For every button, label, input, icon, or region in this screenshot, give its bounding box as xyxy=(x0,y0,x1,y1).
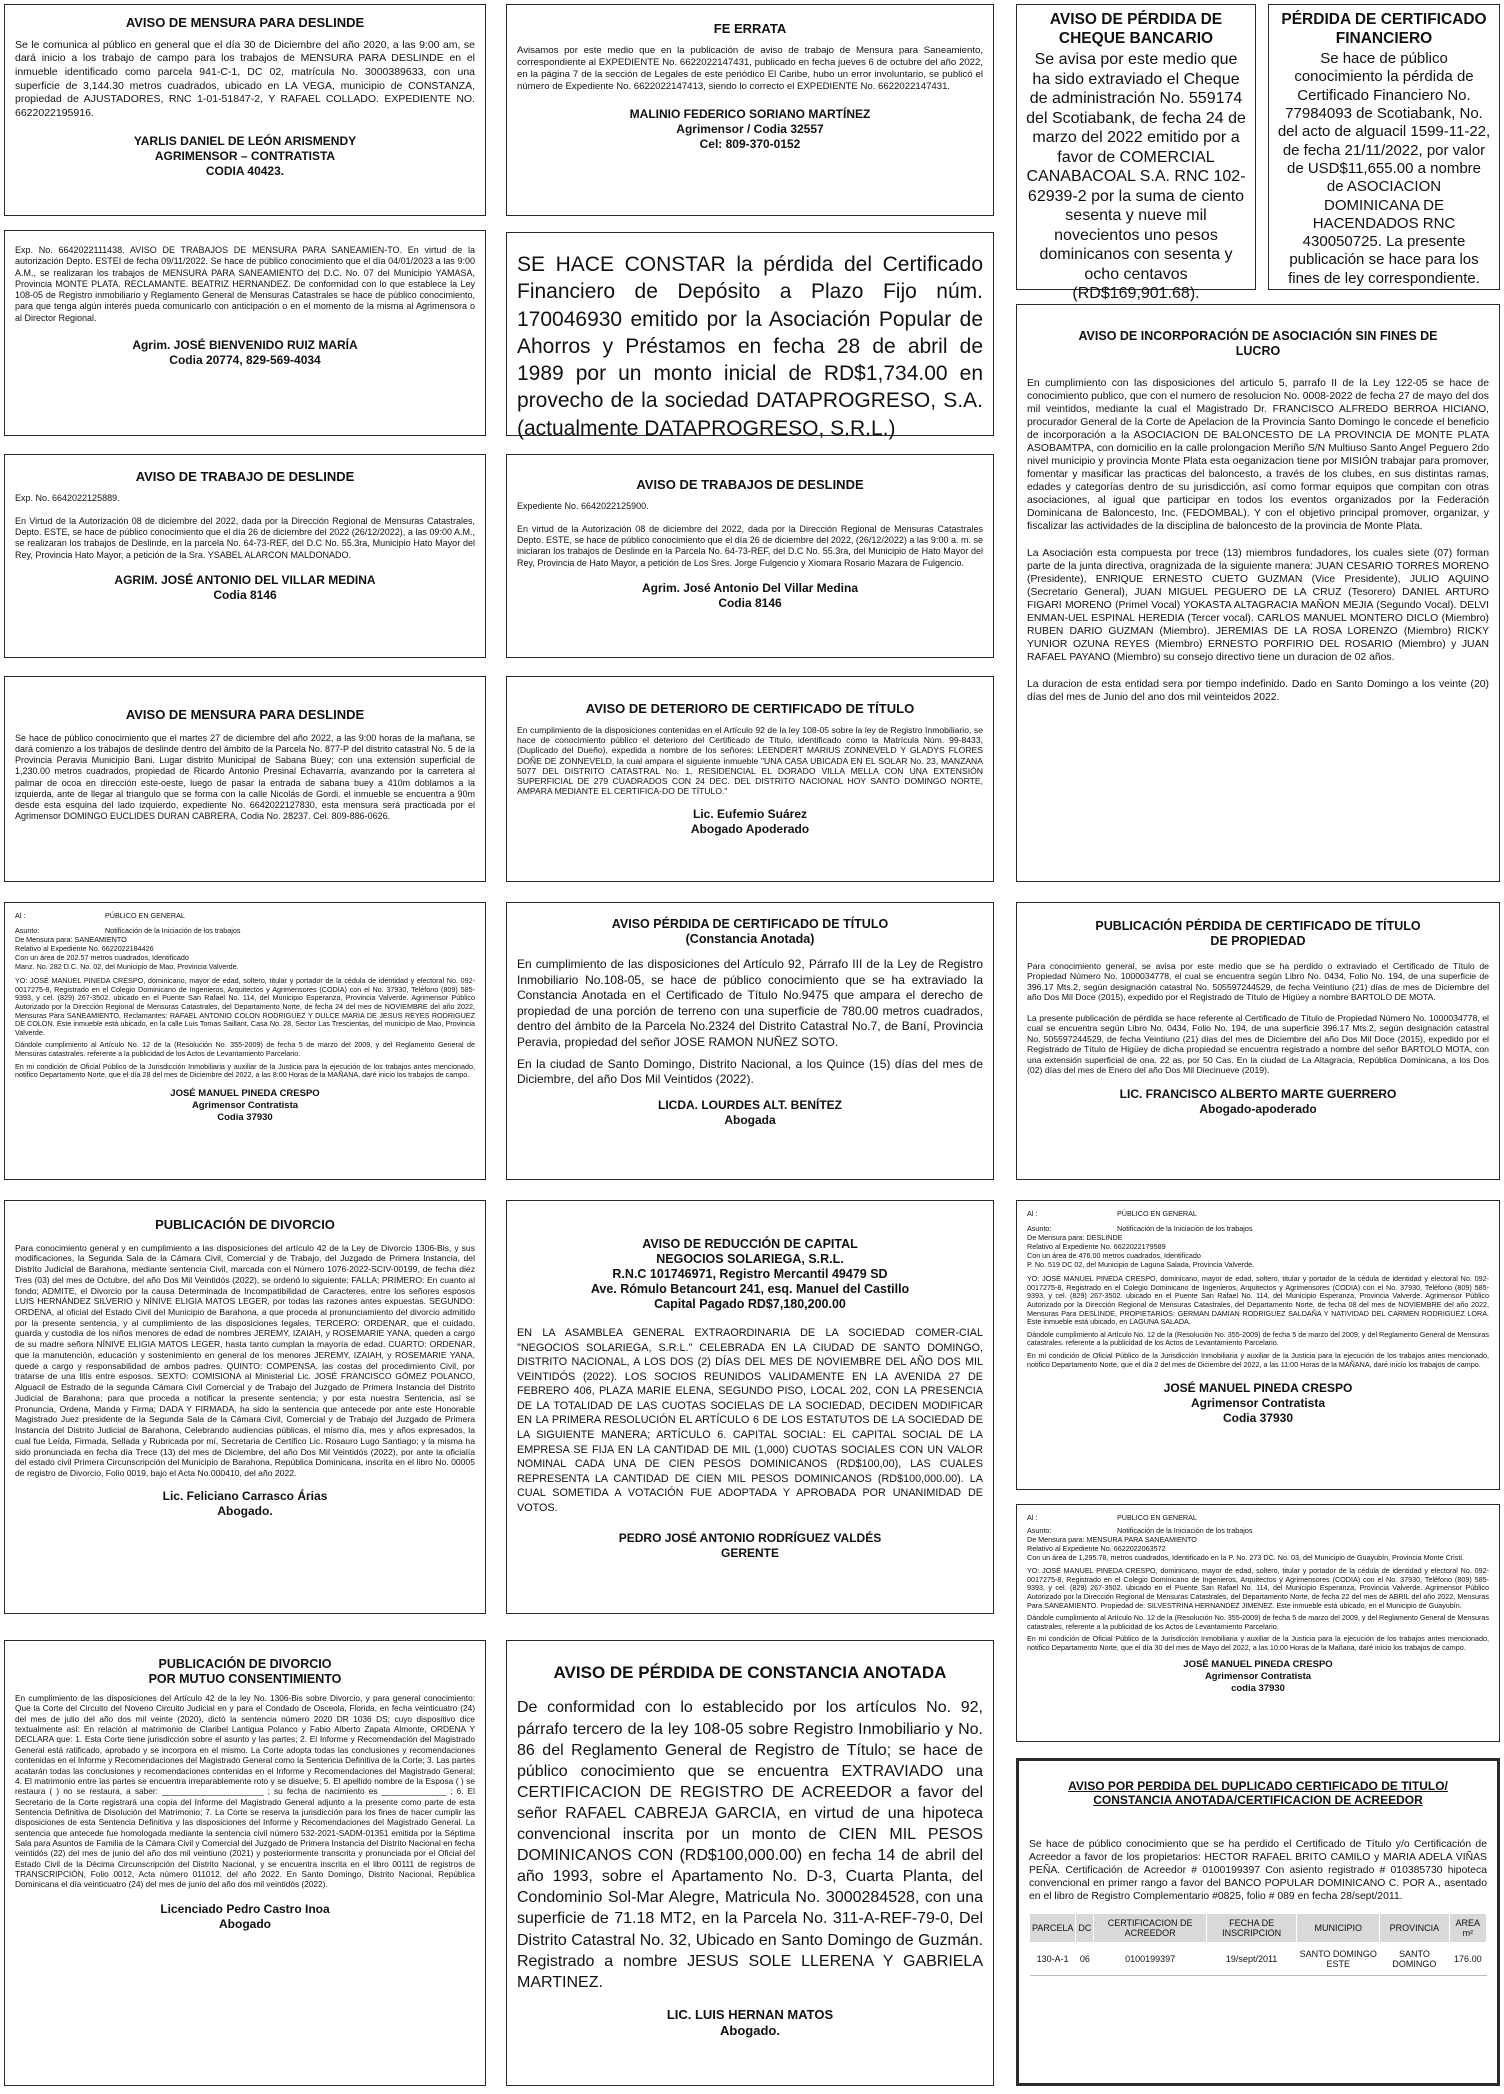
notice-body: En mi condición de Oficial Público de la Jurisdicción Inmobiliaria y auxiliar de la Justicia para la ejecución de los trabajos antes mencionado, notifico Departamento Norte, que el día 28 del mes de Diciembre del 2022, a las 8:00 Horas de la MAÑANA, daré inicio los trabajos de campo. xyxy=(15,1061,475,1080)
signature-phone: Cel: 809-370-0152 xyxy=(699,136,801,151)
notice-title: AVISO DE MENSURA PARA DESLINDE xyxy=(125,15,365,30)
addressee-row: Al : PUBLICO EN GENERAL xyxy=(1027,1513,1197,1522)
notice-perdida-titulo-propiedad xyxy=(1016,902,1500,1180)
notice-perdida-cheque xyxy=(1016,4,1256,303)
signature-name: JOSÉ MANUEL PINEDA CRESPO xyxy=(170,1088,320,1100)
subject-row: Asunto: Notificación de la Iniciación de los trabajos xyxy=(15,926,241,935)
notice-title: AVISO POR PERDIDA DEL DUPLICADO CERTIFICADO DE TITULO/ xyxy=(1068,1779,1448,1793)
signature-codia: Codia 20774, 829-569-4034 xyxy=(169,352,321,367)
notice-certificado-dataprogreso xyxy=(506,232,994,440)
notice-body: Dándole cumplimiento al Artículo No. 12 de la (Resolución No. 355-2009) de fecha 5 de marzo del 2009, y del Reglamento General de Mensuras catastrales. referente a la publicidad de los Actos de Levantamiento Parcelario. xyxy=(15,1040,475,1059)
signature-role: Abogado xyxy=(219,1916,271,1931)
notice-title: AVISO DE TRABAJOS DE DESLINDE xyxy=(636,477,864,492)
signature-codia: Codia 37930 xyxy=(1222,1411,1294,1426)
notice-body: Se hace de público conocimiento que el martes 27 de diciembre del año 2022, a las 9:00 horas de la mañana, se dará comienzo a los trabajos de deslinde dentro del ámbito de la Parcela No. 877-P del distrito catastral No. 5 de la Provincia Peravia Municipio Bani. Lugar distrito Municipal de Sabana Buey; con una extensión superficial de 1,230.00 metros cuadrados, propiedad de Ricardo Antonio Presinal Echavarría, avanzando por la carretera al palmar de ocoa en dirección este-oeste, luego de pasar la entrada de sabana buey a 410m doblamos a la izquierda, ante de llegar al triangulo que se forma con la calle Nicolás de Gordi. el inmueble se encuentra a 90m desde esta esquina del lado izquierdo, expediente No. 6642022127830, esta mensura será practicada por el Agrimensor DOMINGO EUCLIDES DURAN CABRERA, Codia No. 28237. Cel. 809-886-0626. xyxy=(15,732,475,822)
detail-line: De Mensura para: SANEAMIENTO xyxy=(15,935,127,944)
column-header: DC xyxy=(1076,1913,1094,1942)
table-cell: 176.00 xyxy=(1449,1942,1486,1975)
notice-expediente: Expediente No. 6642022125900. xyxy=(517,500,649,511)
notice-body: La Asociación esta compuesta por trece (13) miembros fundadores, los cuales siete (07) forman parte de la junta directiva, oragnizada de la siguiente manera: JUAN CESARIO TORRES MORENO (Presidente), ENRIQUE ERNESTO CUETO GUZMAN (Vice Presidente), JULIO AQUINO (Secretario General), JUAN MIGUEL PEGUERO DE LA CRUZ (Tesorero) DANIEL ARTURO FIGARI MORENO (Primel Vocal) YOKASTA ALTAGRACIA MAÑON MEJIA (Segundo Vocal). DELVI ENMAN-UEL ESPINAL HEREDIA (Tercer vocal). CARLOS MANUEL MONTERO DICLO (Miembro) RUBEN DARIO GUZMAN (Miembro). JEREMIAS DE LA ROSA LORENZO (Miembro) RICKY YUNIOR OZUNA REYES (Miembro) ERNESTO PORFIRIO DEL ROSARIO (Miembro) y JUAN RAFAEL PAYANO (Miembro) su consejo directivo tiene un duracion de 02 años. xyxy=(1027,548,1489,663)
notice-body: En mi condición de Oficial Público de la Jurisdicción Inmobiliaria y auxiliar de la Justicia para la ejecución de los trabajos antes mencionado, notifico Departamento Norte, que el día 30 del mes de Mayo del 2022, a las 10:00 Horas de la Mañana, daré inicio los trabajos de campo. xyxy=(1027,1634,1489,1653)
table-cell: 130-A-1 xyxy=(1030,1942,1076,1975)
notice-body: En mi condición de Oficial Público de la Jurisdicción Inmobiliaria y auxiliar de la Justicia para la ejecución de los trabajos antes mencionado, notifico Departamento Norte, que el día 2 del mes de Diciembre del 2022, a las 11:00 Horas de la MAÑANA, daré inicio los trabajos de campo. xyxy=(1027,1351,1489,1369)
signature-name: Lic. Eufemio Suárez xyxy=(692,806,808,821)
notice-fe-errata xyxy=(506,4,994,216)
signature-role: Agrimensor Contratista xyxy=(1190,1396,1326,1411)
table-row xyxy=(1030,1942,1487,1975)
detail-line: Relativo al Expediente No. 6622022063572 xyxy=(1027,1544,1166,1553)
notice-title: AVISO DE TRABAJO DE DESLINDE xyxy=(135,469,355,484)
table-header-row xyxy=(1030,1913,1487,1942)
signature-role: Abogado Apoderado xyxy=(690,821,810,836)
detail-line: Con un área de 1,295.78, metros cuadrados, Identificado en la P. No. 273 DC. No. 03, del Municipio de Guayubín, Provincia Monte Cristi. xyxy=(1027,1553,1464,1562)
detail-line: Relativo al Expediente No. 6622022179589 xyxy=(1027,1242,1166,1251)
signature-name: Agrim. José Antonio Del Villar Medina xyxy=(641,580,859,595)
notice-subtitle: (Constancia Anotada) xyxy=(685,932,815,946)
notice-title: AVISO DE REDUCCIÓN DE CAPITAL xyxy=(642,1237,858,1251)
signature-role: Abogado-apoderado xyxy=(1199,1102,1317,1117)
notice-title: PUBLICACIÓN DE DIVORCIO xyxy=(155,1217,335,1232)
signature-name: JOSÉ MANUEL PINEDA CRESPO xyxy=(1163,1381,1353,1396)
notice-mensura-deslinde-bani xyxy=(4,676,486,882)
company-rnc: R.N.C 101746971, Registro Mercantil 49479 SD xyxy=(612,1267,888,1281)
notice-body: En la ciudad de Santo Domingo, Distrito Nacional, a los Quince (15) días del mes de Diciembre, del año Dos Mil Veintidos (2022). xyxy=(517,1056,983,1087)
notice-expediente: Exp. No. 6642022125889. xyxy=(15,492,120,503)
notice-body: La duracion de esta entidad sera por tiempo indefinido. Dado en Santo Domingo a los veinte (20) días del mes de Junio del ano dos mil veinteidos 2022. xyxy=(1027,679,1489,703)
notice-perdida-constancia-anotada xyxy=(506,1640,994,2086)
column-header: CERTIFICACION DE ACREEDOR xyxy=(1094,1913,1207,1942)
notice-mensura-deslinde-1 xyxy=(4,4,486,216)
notice-title: PUBLICACIÓN DE DIVORCIO xyxy=(158,1657,332,1671)
property-table xyxy=(1029,1913,1487,1976)
signature-role: Abogado. xyxy=(720,2023,780,2039)
signature-name: LIC. LUIS HERNAN MATOS xyxy=(666,2006,834,2022)
notice-body: En virtud de la Autorización 08 de diciembre del 2022, dada por la Dirección Regional de Mensuras Catastrales Depto. ESTE, se hace de público conocimiento que el día 26 de diciembre del 2022, (26/12/2022) a las 9:00 a. m. se iniciaran los trabajos de Deslinde en la Parcela No. 64-73-REF, del D.C No. 55.3ra, del Municipio de Hato Mayor del Rey, Provincia de Hato Mayor, a petición de Los Sres. Jorge Fulgencio y Xiomara Rosario Mazara de Fulgencio. xyxy=(517,523,983,568)
notice-divorcio-mutuo xyxy=(4,1640,486,2086)
notice-body: YO: JOSÉ MANUEL PINEDA CRESPO, dominicano, mayor de edad, soltero, titular y portador de la cédula de identidad y electoral No. 092-0017275-8, Registrado en el Colegio Dominicano de Ingenieros, Arquitectos y Agrimensores (CODIA) con el No. 37930, Teléfono (809) 585-9393, y cel. (829) 267-3502. ubicado en el Puente San Rafael No. 114, del Municipio Esperanza, Provincia Valverde. Agrimensor Público Autorizado por la Dirección Regional de Mensuras Catastrales, del Departamento Norte, de fecha 22 del mes de ABRIL del año 2022, Mensuras Para SANEAMIENTO. Propiedad de: SILVESTRINA HERNANDEZ JIMENEZ. Este inmueble está ubicado, en el Municipio de Guayubín. xyxy=(1027,1566,1489,1610)
signature-codia: codia 37930 xyxy=(1231,1682,1285,1694)
notice-body: En cumplimiento con las disposiciones del articulo 5, parrafo II de la Ley 122-05 se hace de conocimiento publico, que con el numero de resolucion No. 0008-2022 de fecha 27 de mayo del dos mil veintidos, mediante la cual el Magistrado Dr. FRANCISCO ALFREDO BERROA HICIANO, procurador General de la Corte de Apelacion de la Provincia Santo Domingo le concede el beneficio de incorporación a la ASOCIACION DE BALONCESTO DE LA PROVINCIA DE MONTE PLATA ASOBAMTPA, con domicilio en la calle prolongacion Meriño S/N Multiuso Santo Angel Peguero 2do nivel municipio y provincia Monte Plata esta oeganizacion tiene por MISIÓN trabajar para promover, fomentar y masificar las practicas del baloncesto, a través de los clubes, en sus distintas ramas, edades y categorías dentro de su jurisdicción, así como formar equipos que compitan con otras asociaciones, al igual que participar en todos los eventos organizados por la Federación Dominicana de Baloncesto, Inc. (FEDOMBAL). Y con el objetivo principal promover, organizar, y fiscalizar las actividades de la disciplina de baloncesto de la provincia de Monte Plata. xyxy=(1027,378,1489,532)
notice-body: En cumplimiento de las disposiciones del Artículo 42 de la ley No. 1306-Bis sobre Divorcio, y para general conocimiento: Que la Corte del Circuito del Noveno Circuito Judicial en y para el Condado de Osceola, Florida, en fecha veinticuatro (24) del mes de julio del año dos mil veinte (2020), dictó la sentencia número 2020 DR 1036 DS; cuyo dispositivo dice textualmente así: En relación al matrimonio de Claribel Lantigua Polanco y Fabio Alberto Zapata Almonte, ORDENA Y DECLARA que: 1. Esta Corte tiene jurisdicción sobre el asunto y las partes; 2. El Informe y Recomendación del Magistrado General está ratificado, aprobado y se incorpora en el mismo. La Corte adopta todas las conclusiones y recomendaciones contenidas en el Informe y Recomendaciones del Magistrado General como la Sentencia Definitiva de la Corte; 3. Las partes acatarán todas las conclusiones y recomendaciones contenidas en el Informe y Recomendaciones del Magistrado General; 4. El matrimonio entre las partes se encuentra irreparablemente roto y se disuelve; 5. El apellido nombre de la Esposa ( ) se restaura ( ) no se restaura, a saber: ______________________ ; su fecha de nacimiento es ______________ ; 6. El Secretario de la Corte registrará una copia del Informe del Magistrado General adjunto a la presente como parte de esta Sentencia Definitiva de Disolución del Matrimonio; 7. La Corte se reserva la jurisdicción para los fines de hacer cumplir las disposiciones de esta Sentencia Definitiva y las disposiciones del Informe y Recomendaciones del Magistrado General. La sentencia que antecede fue homologada mediante la sentencia civil número 532-2021-SADM-01351 emitida por la Séptima Sala para Asuntos de Familia de la Cámara Civil y Comercial del Juzgado de Primera Instancia del Distrito Nacional en fecha veintidós (22) del mes de junio del año dos mil veintiuno (2021) y posteriormente transcrita y pronunciada por el Oficial del Estado Civil de la Décima Circunscripción del Distrito Nacional, y se encuentra inscrita en el libro 00111 de registros de TRANSCRIPCIÓN, Folio 0012, Acta número 011012, del año 2022. En Santo Domingo, Distrito Nacional, República Dominicana el día veinticuatro (24) del mes de junio del año dos mil veintidós (2022). xyxy=(15,1693,475,1890)
detail-line: P. No. 519 DC 02, del Municipio de Laguna Salada, Provincia Valverde. xyxy=(1027,1260,1255,1269)
detail-line: De Mensura para: DESLINDE xyxy=(1027,1233,1123,1242)
notice-title: AVISO PÉRDIDA DE CERTIFICADO DE TÍTULO xyxy=(611,917,889,931)
signature-name: LIC. FRANCISCO ALBERTO MARTE GUERRERO xyxy=(1119,1087,1397,1102)
notice-incorporacion-asociacion xyxy=(1016,304,1500,882)
subject-row: Asunto: Notificación de la Iniciación de los trabajos xyxy=(1027,1526,1253,1535)
signature-codia: CODIA 40423. xyxy=(205,164,285,179)
notice-body: Para conocimiento general, se avisa por este medio que se ha perdido o extraviado el Certificado de Título de Propiedad Número No. 1000034778, el cual se encuentra según Libro No. 0434, Folio No. 194, de una superficie de 396.17 Mts.2, según designación catastral No. 505597244529, de fecha Veintiuno (21) días de mes de Diciembre del año Dos Mil Doce (2015), expedido por el Registrado de Título de Higüey a nombre BARTOLO DE MOTA. xyxy=(1027,961,1489,1003)
notice-body: Se hace de público conocimiento la pérdida de Certificado Financiero No. 77984093 de Scotiabank, No. del acto de alguacil 1599-11-22, de fecha 21/11/2022, por valor de USD$11,655.00 a nombre de ASOCIACION DOMINICANA DE HACENDADOS RNC 430050725. La presente publicación se hace para los fines de ley correspondiente. xyxy=(1277,50,1491,287)
detail-line: Con un área de 476.00 metros cuadrados, Identificado xyxy=(1027,1251,1201,1260)
notice-saneamiento-guayubin xyxy=(1016,1504,1500,1742)
signature-name: AGRIM. JOSÉ ANTONIO DEL VILLAR MEDINA xyxy=(114,572,376,587)
signature-codia: Codia 37930 xyxy=(217,1111,273,1123)
notice-reduccion-capital xyxy=(506,1200,994,1614)
notice-perdida-constancia-bani xyxy=(506,902,994,1180)
column-header: PROVINCIA xyxy=(1380,1913,1449,1942)
notice-deslinde-laguna-salada xyxy=(1016,1200,1500,1490)
signature-role: Agrimensor Contratista xyxy=(191,1099,299,1111)
notice-body: En cumplimiento de las disposiciones del Artículo 92, Párrafo III de la Ley de Registro Inmobiliario No.108-05, se hace de público conocimiento que se ha extraviado la Constancia Anotada en el Certificado de Título No.9475 que ampara el derecho de propiedad de una porción de terreno con una superficie de 780.00 metros cuadrados, dentro del ámbito de la Parcela No.2324 del Distrito Catastral No.7, de Baní, Provincia Peravia, propiedad del señor JOSE RAMON NUÑEZ SOTO. xyxy=(517,957,983,1049)
signature-name: MALINIO FEDERICO SORIANO MARTÍNEZ xyxy=(629,106,871,121)
addressee-row: Al : PÚBLICO EN GENERAL xyxy=(15,911,185,920)
detail-line: Relativo al Expediente No. 6622022184426 xyxy=(15,944,154,953)
signature-role: AGRIMENSOR – CONTRATISTA xyxy=(154,149,336,164)
detail-line: De Mensura para: MENSURA PARA SANEAMIENTO xyxy=(1027,1535,1197,1544)
table-cell: SANTO DOMINGO ESTE xyxy=(1297,1942,1380,1975)
notice-body: Para conocimiento general y en cumplimiento a las disposiciones del artículo 42 de la Ley de Divorcio 1306-Bis, y sus modificaciones, la Segunda Sala de la Cámara Civil, Comercial y de Trabajo, del Juzgado de Primera Instancia, del Distrito Judicial de Barahona, mediante sentencia Civil, marcada con el Número 1076-2022-SCIV-00199, de fecha diez Tres (03) del mes de Octubre, del año Dos Mil Veintidós (2022), se ordenó lo siguiente: FALLA; PRIMERO: En cuanto al fondo; ADMITE, el Divorcio por la causa Determinada de Incompatibilidad de Caracteres, entre los señores esposos LUIS HERNÁNDEZ SILVERIO y NÍNIVE ELIGIA MATOS LEGER, por todas las razones antes expuestas. SEGUNDO: ORDENA, al oficial del Estado Civil del Municipio de Barahona, a que proceda al pronunciamiento del divorcio admitido por la presente sentencia, y al cumplimiento de las disposiciones legales, TERCERO: ORDENAR, que el cuidado, guarda y custodia de los niños menores de edad de nombres JEREMY, IZAIAH, y ROSEMARIE YANA, queden a cargo de su madre señora NÍNIVE ELIGIA MATOS LEGER, hasta tanto cumplan la mayoría de edad. CUARTO: ORDENAR, que la manutención, educación y sostenimiento en general de los menores JEREMY, IZAIAH, y ROSEMARIE YANA, quede a cargo y responsabilidad de ambos padres. QUINTO: COMPENSA, las costas del procedimiento Civil, por tratarse de una litis entre esposos. SEXTO: COMISIONA al Ministerial Lic. JOSÉ FRANCISCO GÓMEZ POLANCO, Alguacil de Estrado de la segunda Cámara Civil Comercial y de Trabajo del Juzgado de Primera Instancia del Distrito Judicial de Barahona; para que proceda a notificar la presente sentencia; y por esta nuestra Sentencia, así se Pronuncia, Ordena, Manda y Firma; DADA Y FIRMADA, ha sido la sentencia que antecede por ante este Honorable Magistrado Juez presidente de la Segunda Sala de la Cámara Civil, Comercial y de Trabajo del Juzgado de Primera Instancia del Distrito Judicial de Barahona, Celebrando audiencias públicas, el mismo día, mes y años expresados, la cual fue Leída, Firmada, Sellada y Rubricada por mí, Secretaria de Certifico Lic. Rosauro Lugo Santiago; y la misma ha sido pronunciada en fecha día Trece (13) del mes de Diciembre, del año Dos Mil Veintidós (2022), por ante la oficialía del estado civil Primera Circunscripción del Municipio de Barahona, República Dominicana, inscrita en el libro No. 00005 de registro de Divorcio, Folio 0019, bajo el Acta No.000410, del año 2022. xyxy=(15,1242,475,1479)
detail-line: Manz. No. 282 D.C. No. 02, del Municipio de Mao, Provincia Valverde. xyxy=(15,962,239,971)
company-name: NEGOCIOS SOLARIEGA, S.R.L. xyxy=(656,1252,844,1266)
signature-role: GERENTE xyxy=(720,1546,779,1561)
notice-trabajos-deslinde xyxy=(506,454,994,658)
notice-subtitle: CONSTANCIA ANOTADA/CERTIFICACION DE ACREEDOR xyxy=(1093,1793,1423,1808)
notice-title: PÉRDIDA DE CERTIFICADO FINANCIERO xyxy=(1281,11,1487,47)
notice-body: SE HACE CONSTAR la pérdida del Certificado Financiero de Depósito a Plazo Fijo núm. 170046930 emitido por la Asociación Popular de Ahorros y Préstamos en fecha 28 de abril de 1989 por un monto inicial de RD$1,734.00 en provecho de la sociedad DATAPROGRESO, S.A. (actualmente DATAPROGRESO, S.R.L.) xyxy=(517,253,983,440)
notice-title: FE ERRATA xyxy=(713,21,787,36)
company-address: Ave. Rómulo Betancourt 241, esq. Manuel del Castillo xyxy=(590,1282,910,1296)
signature-role: Agrimensor Contratista xyxy=(1204,1670,1312,1682)
notice-perdida-duplicado-certificado xyxy=(1016,1758,1500,2086)
notice-saneamiento-mao xyxy=(4,902,486,1180)
notice-title: AVISO DE DETERIORO DE CERTIFICADO DE TÍTULO xyxy=(585,701,915,716)
subject-row: Asunto: Notificación de la Iniciación de los trabajos xyxy=(1027,1224,1253,1233)
notice-title: AVISO DE PÉRDIDA DE CHEQUE BANCARIO xyxy=(1049,11,1223,47)
notice-body: La presente publicación de pérdida se hace referente al Certificado de Título de Propiedad Número No. 1000034778, el cual se encuentra según Libro No. 0434, Folio No. 194, de una superficie 396.17 Mts.2, según designación catastral No. 505597244529, de fecha Veintiuno (21) días del mes de Diciembre del año Dos Mil Doce (2015), expedido por el Registrado de Título de Higüey de dicha propiedad se encuentra registrado a nombre del señor BARTOLO MOTA, con una extensión superficial de ona. 22 as, por 50 Cas. En la ciudad de La Altagracia, República Dominicana, a los Dos (02) días del mes de Enero del año Dos Mil Diecinueve (2019). xyxy=(1027,1012,1489,1075)
notice-body: Se le comunica al público en general que el día 30 de Diciembre del año 2020, a las 9:00 am, se dará inicio a los trabajo de campo para los trabajos de MENSURA PARA DESLINDE en el inmueble identificado como parcela 941-C-1, DC 02, matrícula No. 3000389633, con una superficie de 3,144.30 metros cuadrados, ubicado en LA VEGA, municipio de CONSTANZA, propiedad de AJUSTADORES, RNC 1-01-51847-2, Y RAFAEL COLLADO. EXPEDIENTE NO. 6622022195916. xyxy=(15,38,475,119)
notice-saneamiento-yamasa xyxy=(4,230,486,436)
addressee-row: Al : PÚBLICO EN GENERAL xyxy=(1027,1209,1197,1218)
notice-body: En Virtud de la Autorización 08 de diciembre del 2022, dada por la Dirección Regional de Mensuras Catastrales, Depto. ESTE, se hace de público conocimiento que el día 26 de diciembre del 2022 (26/12/2022), a las 09:00 A.M., se realizaran los trabajos de Deslinde, en la parcela No. 64-73-REF, del D.C No. 55.3ra, Municipio Hato Mayor del Rey, Provincia Hato Mayor, a petición de la Sra. YSABEL ALARCON MALDONADO. xyxy=(15,515,475,560)
signature-role: Abogada xyxy=(724,1112,776,1127)
notice-body: Se hace de público conocimiento que se ha perdido el Certificado de Título y/o Certificación de Acreedor a favor de los propietarios: HECTOR RAFAEL BRITO CAMILO y MARIA ADELA VIÑAS PEÑA. Certificación de Acreedor # 0100199397 Con asiento registrado # 010385730 hipoteca convencional en primer rango a favor del BANCO POPULAR DOMINICANO C. POR A., asentado en el libro de Registro Complementario #0825, folio # 089 en fecha 28/sept/2011. xyxy=(1029,1838,1487,1902)
table-cell: SANTO DOMINGO xyxy=(1380,1942,1449,1975)
notice-body: Dándole cumplimiento al Artículo No. 12 de la (Resolución No. 355-2009) de fecha 5 de marzo del 2009, y del Reglamento General de Mensuras catastrales, referente a la publicidad de los Actos de Levantamiento Parcelario. xyxy=(1027,1613,1489,1631)
table-cell: 0100199397 xyxy=(1094,1942,1207,1975)
notice-body: YO: JOSÉ MANUEL PINEDA CRESPO, dominicano, mayor de edad, soltero, titular y portador de la cédula de identidad y electoral No. 092-0017275-8, Registrado en el Colegio Dominicano de Ingenieros, Arquitectos y Agrimensores (CODIA) con el No. 37930, Teléfono (809) 585-9393, y cel. (829) 267-3502. ubicado en el Puente San Rafael No. 114, del Municipio Esperanza, Provincia Valverde. Agrimensor Público Autorizado por la Dirección Regional de Mensuras Catastrales, del Departamento Norte, de fecha 24 del mes de NOVIEMBRE del año 2022, Mensuras Para SANEAMIENTO, Reclamantes: RAFAEL ANTONIO COLON RODRIGUEZ Y DULCE MARIA DE JESUS REYES RODRIGUEZ DE COLON. Este inmueble está ubicado, en la calle Luis Tomas Saillant, Casa No. 28, Sector Las Trescientas, del municipio de Mao, Provincia Valverde. xyxy=(15,976,475,1037)
notice-divorcio-barahona xyxy=(4,1200,486,1614)
table-cell: 06 xyxy=(1076,1942,1094,1975)
notice-trabajo-deslinde xyxy=(4,454,486,658)
signature-name: PEDRO JOSÉ ANTONIO RODRÍGUEZ VALDÉS xyxy=(618,1531,882,1546)
notice-body: Avisamos por este medio que en la publicación de aviso de trabajo de Mensura para Saneamiento, correspondiente al EXPEDIENTE No. 6622022147431, publicado en fecha jueves 6 de octubre del año 2022, en la página 7 de la sección de Legales de este periódico El Caribe, hubo un error involuntario, se publicó el número de Expediente No. 6622022147413, siendo lo correcto el EXPEDIENTE No. 6622022147431. xyxy=(517,44,983,92)
notice-body: Se avisa por este medio que ha sido extraviado el Cheque de administración No. 559174 del Scotiabank, de fecha 24 de marzo del 2022 emitido por a favor de COMERCIAL CANABACOAL S.A. RNC 102-62939-2 por la suma de ciento sesenta y nueve mil novecientos uno pesos dominicanos con sesenta y ocho centavos (RD$169,901.68). xyxy=(1026,51,1246,303)
signature-name: JOSÉ MANUEL PINEDA CRESPO xyxy=(1183,1658,1333,1670)
column-header: MUNICIPIO xyxy=(1297,1913,1380,1942)
notice-deterioro-titulo xyxy=(506,676,994,882)
notice-body: Dándole cumplimiento al Artículo No. 12 de la (Resolución No. 355-2009) de fecha 5 de marzo del 2009, y del Reglamento General de Mensuras catastrales. referente a la publicidad de los Actos de Levantamiento Parcelario. xyxy=(1027,1329,1489,1348)
notice-title: PUBLICACIÓN PÉRDIDA DE CERTIFICADO DE TÍTULO DE PROPIEDAD xyxy=(1095,919,1421,948)
signature-name: LICDA. LOURDES ALT. BENÍTEZ xyxy=(658,1097,842,1112)
notice-body: De conformidad con lo establecido por los artículos No. 92, párrafo tercero de la ley 108-05 sobre Registro Inmobiliario y No. 86 del Reglamento General de Registro de Título; se hace de público conocimiento que se encuentra EXTRAVIADO una CERTIFICACION DE REGISTRO DE ACREEDOR a favor del señor RAFAEL CABREJA GARCIA, en virtud de una hipoteca convencional inscrita por un monto de CIEN MIL PESOS DOMINICANOS CON (RD$100,000.00) en fecha 14 de abril del año 1993, sobre el Apartamento No. D-3, Cuarta Planta, del Condominio Sol-Mar Alegre, Matricula No. 3000284528, con una superficie de 71.18 MT2, en la Parcela No. 311-A-REF-79-0, Del Distrito Catastral No. 32, Ubicado en Santo Domingo de Guzmán. Registrado a nombre JESUS SOLE LLERENA Y GABRIELA MARTINEZ. xyxy=(517,1699,984,1991)
column-header: PARCELA xyxy=(1030,1913,1076,1942)
notice-subtitle: POR MUTUO CONSENTIMIENTO xyxy=(148,1672,342,1686)
notice-body: EN LA ASAMBLEA GENERAL EXTRAORDINARIA DE LA SOCIEDAD COMER-CIAL "NEGOCIOS SOLARIEGA, S.R.L." CELEBRADA EN LA CIUDAD DE SANTO DOMINGO, DISTRITO NACIONAL, A LOS DOS (2) DÍAS DEL MES DE NOVIEMBRE DEL AÑO DOS MIL VEINTIDÓS (2022). LOS SOCIOS REUNIDOS VALIDAMENTE EN LA AVENIDA 27 DE FEBRERO 406, PLAZA MARIE ELENA, SEGUNDO PISO, LOCAL 202, CON LA PRESENCIA DE LA TOTALIDAD DE LAS CUOTAS SOCIELAS DE LA SOCIEDAD, DECIDEN MODIFICAR EN LA PRIMERA RESOLUCIÓN EL ARTÍCULO 6 DE LOS ESTATUTOS DE LA SOCIEDAD DE LA SIGUIENTE MANERA; ARTÍCULO 6. CAPITAL SOCIAL: EL CAPITAL SOCIAL DE LA EMPRESA SE FIJA EN LA CANTIDAD DE MIL (1,000) CUOTAS SOCIALES CON UN VALOR NOMINAL CADA UNA DE CIEN PESOS DOMINICANOS (RD$100,00), LAS CUALES REPRESENTA LA CANTIDAD DE CIEN MIL PESOS DOMINICANOS (RD$100,000.00). LA CUAL SOMETIDA A VOTACIÓN FUE ADOPTADA Y APROBADA POR UNANIMIDAD DE VOTOS. xyxy=(517,1327,983,1514)
table-cell: 19/sept/2011 xyxy=(1206,1942,1296,1975)
signature-role: Abogado. xyxy=(217,1503,273,1518)
detail-line: Con un área de 202.57 metros cuadrados, Identificado xyxy=(15,953,189,962)
notice-body: En cumplimiento de la disposiciones contenidas en el Artículo 92 de la ley 108-05 sobre la ley de Registro Inmobiliario, se hace de conocimiento público el deterioro del Certificado de Título, identificado como la Matrícula Núm. 99-8433, (Duplicado del Dueño), expedida a nombre de los señores: LEENDERT MARIUS ZONNEVELD Y GLADYS FLORES DOÑE DE ZONNEVELD, la cual ampara el siguiente inmueble "UNA CASA UBICADA EN EL SOLAR No. 23, MANZANA 5077 DEL DISTRITO CATASTRAL No. 1, RESIDENCIAL EL DORADO VILLA MELLA CON UNA EXTENSIÓN SUPERFICIAL DE 279 CUADRADOS CON 24 DEC. DEL DISTRITO NACIONAL HOY SANTO DOMINGO NORTE, AMPARA MEDIANTE EL CERTIFICA-DO DE TÍTULO." xyxy=(517,724,983,797)
signature-role: Agrimensor / Codia 32557 xyxy=(676,121,824,136)
signature-name: Licenciado Pedro Castro Inoa xyxy=(160,1901,330,1916)
notice-perdida-certificado-financiero xyxy=(1268,4,1500,290)
signature-codia: Codia 8146 xyxy=(718,595,782,610)
notice-body: Exp. No. 6642022111438. AVISO DE TRABAJOS DE MENSURA PARA SANEAMIEN-TO. En virtud de la autorización Depto. ESTEI de fecha 09/11/2022. Se hace de público conocimiento que el día 04/01/2023 a las 9:00 A.M., se realizaran los trabajos de MENSURA PARA SANEAMIENTO del D.C. No. 07 del Municipio YAMASA, Provincia MONTE PLATA. RECLAMANTE. BEATRIZ HERNANDEZ. De conformidad con lo que establece la Ley 108-05 de Registro inmobiliario y Reglamento General de Mensuras Catastrales se hace de público conocimiento, para que tenga algún interés pueda comunicarlo con anticipación o en el momento de la misma al Agrimensora o al Director Regional. xyxy=(15,245,475,323)
notice-body: YO: JOSÉ MANUEL PINEDA CRESPO, dominicano, mayor de edad, soltero, titular y portador de la cédula de identidad y electoral No. 092-0017275-8, Registrado en el Colegio Dominicano de Ingenieros, Arquitectos y Agrimensores (CODIA) con el No. 37930, Teléfono (809) 585-9393, y cel. (829) 267-3502. ubicado en el Puente San Rafael No. 114, del Municipio Esperanza, Provincia Valverde. Agrimensor Público Autorizado por la Dirección Regional de Mensuras Catastrales, del Departamento Norte, de fecha 08 del mes de NOVIEMBRE del año 2022, Mensuras Para DESLINDE, PROPIETARIOS: GERMAN DAMIAN RODRIGUEZ SALDAÑA Y NATIVIDAD DEL CARMEN RODRIGUEZ LORA. Este inmueble está ubicado, en LAGUNA SALADA. xyxy=(1027,1274,1489,1327)
signature-name: Agrim. JOSÉ BIENVENIDO RUIZ MARÍA xyxy=(132,337,358,352)
column-header: FECHA DE INSCRIPCION xyxy=(1206,1913,1296,1942)
signature-name: YARLIS DANIEL DE LEÓN ARISMENDY xyxy=(133,134,357,149)
notice-title: AVISO DE PÉRDIDA DE CONSTANCIA ANOTADA xyxy=(553,1663,947,1682)
notice-title: AVISO DE MENSURA PARA DESLINDE xyxy=(125,707,365,722)
company-capital: Capital Pagado RD$7,180,200.00 xyxy=(654,1297,846,1311)
signature-codia: Codia 8146 xyxy=(213,587,277,602)
signature-name: Lic. Feliciano Carrasco Árias xyxy=(162,1488,328,1503)
notice-title: AVISO DE INCORPORACIÓN DE ASOCIACIÓN SIN FINES DE LUCRO xyxy=(1078,329,1438,358)
column-header: AREA m² xyxy=(1449,1913,1486,1942)
